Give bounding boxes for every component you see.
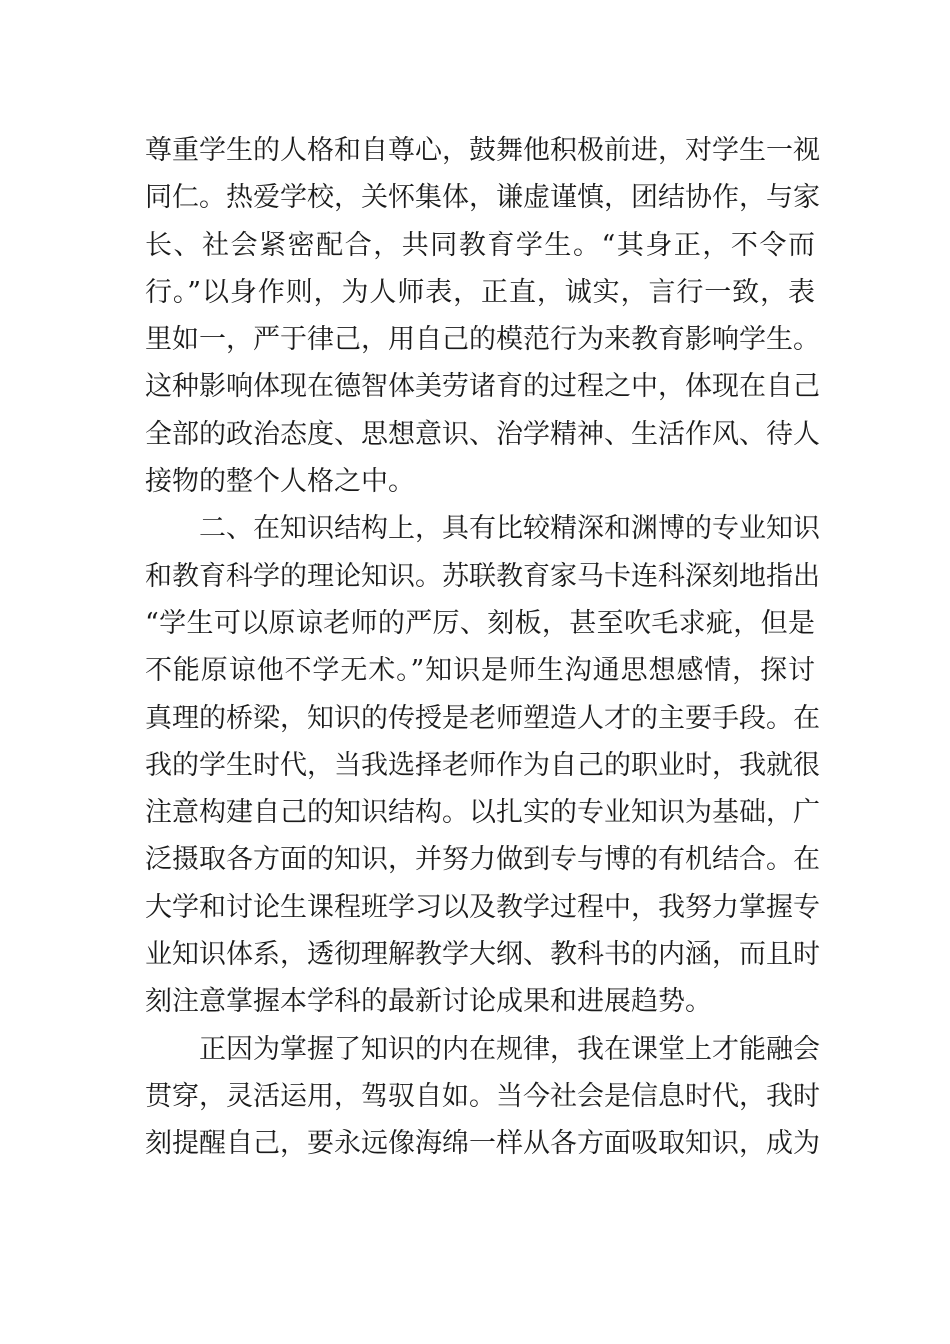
text-line: 行。”以身作则，为人师表，正直，诚实，言行一致，表	[145, 276, 815, 308]
text-line: 不能原谅他不学无术。”知识是师生沟通思想感情，探讨	[145, 655, 815, 687]
text-line: 二、在知识结构上，具有比较精深和渊博的专业知识	[199, 513, 820, 545]
text-line: 和教育科学的理论知识。苏联教育家马卡连科深刻地指出	[145, 560, 820, 592]
text-line: 正因为掌握了知识的内在规律，我在课堂上才能融会	[199, 1033, 820, 1065]
text-line: 注意构建自己的知识结构。以扎实的专业知识为基础，广	[145, 797, 820, 829]
text-line: 刻注意掌握本学科的最新讨论成果和进展趋势。	[145, 986, 712, 1018]
text-line: 贯穿，灵活运用，驾驭自如。当今社会是信息时代，我时	[145, 1080, 820, 1112]
text-line: 长、社会紧密配合，共同教育学生。“其身正，不令而	[145, 229, 815, 261]
text-line: 大学和讨论生课程班学习以及教学过程中，我努力掌握专	[145, 891, 820, 923]
text-line: 这种影响体现在德智体美劳诸育的过程之中，体现在自己	[145, 371, 820, 403]
text-line: 接物的整个人格之中。	[145, 466, 415, 498]
text-line: “学生可以原谅老师的严厉、刻板，甚至吹毛求疵，但是	[145, 607, 815, 639]
text-line: 泛摄取各方面的知识，并努力做到专与博的有机结合。在	[145, 844, 820, 876]
text-line: 尊重学生的人格和自尊心，鼓舞他积极前进，对学生一视	[145, 135, 820, 166]
text-line: 同仁。热爱学校，关怀集体，谦虚谨慎，团结协作，与家	[145, 182, 820, 214]
body-text	[145, 127, 820, 1168]
text-line: 刻提醒自己，要永远像海绵一样从各方面吸取知识，成为	[145, 1128, 820, 1160]
text-line: 全部的政治态度、思想意识、治学精神、生活作风、待人	[145, 418, 820, 450]
text-line: 我的学生时代，当我选择老师作为自己的职业时，我就很	[145, 749, 820, 781]
text-line: 业知识体系，透彻理解教学大纲、教科书的内涵，而且时	[145, 939, 820, 971]
text-line: 真理的桥梁，知识的传授是老师塑造人才的主要手段。在	[145, 702, 820, 734]
text-line: 里如一，严于律己，用自己的模范行为来教育影响学生。	[145, 324, 820, 356]
